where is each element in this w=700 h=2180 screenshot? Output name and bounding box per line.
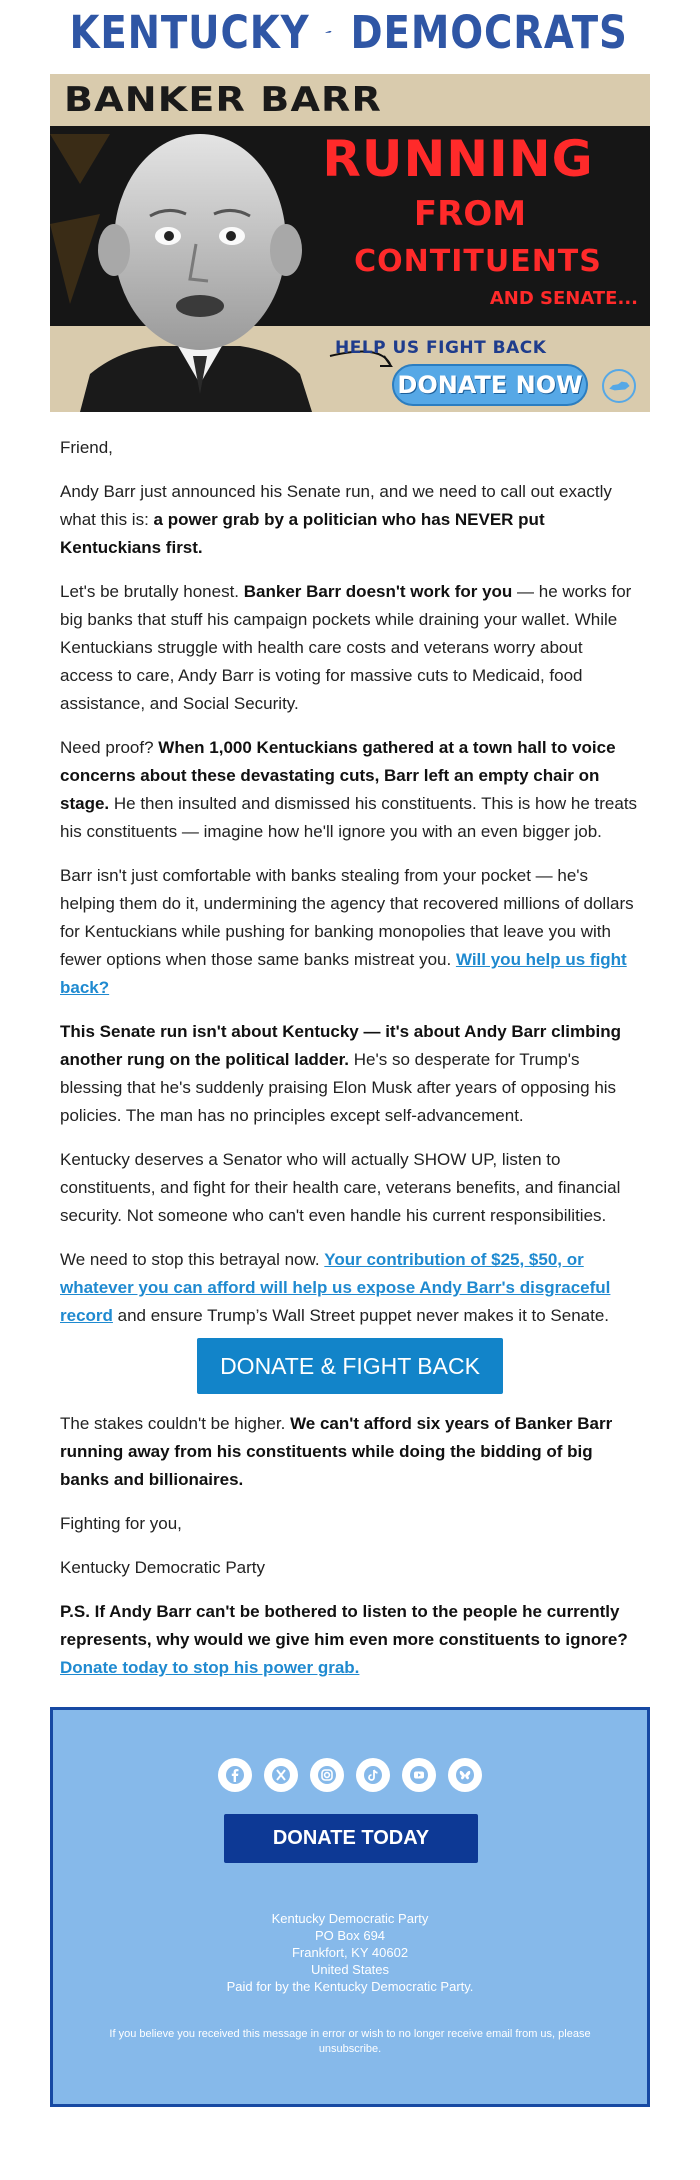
tiktok-icon[interactable]	[356, 1758, 390, 1792]
bluesky-icon[interactable]	[448, 1758, 482, 1792]
email-footer	[50, 1707, 650, 2107]
paragraph-1: Andy Barr just announced his Senate run, and we need to call out exactly what this is: a power grab by a politician who has NEVER put Kentuckians first.	[60, 482, 612, 557]
donate-fight-back-button[interactable]: DONATE & FIGHT BACK	[197, 1338, 503, 1394]
contribution-link[interactable]: Your contribution of $25, $50, or whatever you can afford will help us expose Andy Barr's disgraceful record	[60, 1250, 611, 1325]
paragraph-4: Barr isn't just comfortable with banks stealing from your pocket — he's helping them do it, undermining the agency that recovered millions of dollars for Kentuckians while pushing for banking monopolies that leave you with fewer options when those same banks mistreat you. Will you help us fight back?	[60, 866, 634, 997]
paragraph-7: We need to stop this betrayal now. Your contribution of $25, $50, or whatever you can afford will help us expose Andy Barr's disgraceful record and ensure Trump’s Wall Street puppet never makes it to Senate.	[60, 1250, 611, 1325]
facebook-icon[interactable]	[218, 1758, 252, 1792]
paragraph-5: This Senate run isn't about Kentucky — it's about Andy Barr climbing another rung on the political ladder. He's so desperate for Trump's blessing that he's suddenly praising Elon Musk after years of opposing his policies. The man has no principles except self-advancement.	[60, 1022, 621, 1125]
greeting: Friend,	[60, 438, 113, 457]
donate-today-link[interactable]: Donate today to stop his power grab.	[60, 1658, 360, 1677]
paragraph-3: Need proof? When 1,000 Kentuckians gathered at a town hall to voice concerns about these devastating cuts, Barr left an empty chair on stage. He then insulted and dismissed his constituents. This is how he treats his constituents — imagine how he'll ignore you with an even bigger job.	[60, 738, 638, 841]
email-container	[50, 0, 650, 2107]
help-fight-back-link[interactable]: Will you help us fight back?	[60, 950, 627, 997]
email-body	[50, 434, 650, 1682]
footer-address: Kentucky Democratic Party PO Box 694 Frankfort, KY 40602 United States Paid for by the Kentucky Democratic Party.	[226, 1911, 474, 1994]
instagram-icon[interactable]	[310, 1758, 344, 1792]
postscript: P.S. If Andy Barr can't be bothered to listen to the people he currently represents, why would we give him even more constituents to ignore? Donate today to stop his power grab.	[60, 1602, 628, 1677]
hero-headline-from: FROM	[413, 194, 527, 234]
x-icon[interactable]	[264, 1758, 298, 1792]
hero-headline-constituents: CONTITUENTS	[354, 244, 602, 279]
kentucky-badge-icon	[602, 369, 636, 403]
youtube-icon[interactable]	[402, 1758, 436, 1792]
hero-artwork	[50, 74, 650, 412]
paragraph-8: The stakes couldn't be higher. We can't afford six years of Banker Barr running away from his constituents while doing the bidding of big banks and billionaires.	[60, 1414, 613, 1489]
hero-banner[interactable]	[50, 74, 650, 412]
paragraph-2: Let's be brutally honest. Banker Barr doesn't work for you — he works for big banks that stuff his campaign pockets while draining your wallet. While Kentuckians struggle with health care costs and veterans worry about access to care, Andy Barr is voting for massive cuts to Medicaid, food assistance, and Social Security.	[60, 582, 632, 713]
paragraph-6: Kentucky deserves a Senator who will actually SHOW UP, listen to constituents, and fight for their health care, veterans benefits, and financial security. Not someone who can't even handle his current responsibilities.	[60, 1150, 621, 1225]
hero-donate-button[interactable]: DONATE NOW	[392, 364, 588, 406]
hero-headline-running: RUNNING	[322, 130, 594, 188]
kentucky-state-icon	[325, 14, 332, 50]
unsubscribe-notice[interactable]: If you believe you received this message in error or wish to no longer receive email from us, please unsubscribe.	[109, 2028, 591, 2055]
logo-word-democrats: DEMOCRATS	[350, 5, 628, 59]
social-links	[53, 1758, 647, 1792]
hero-help-text: HELP US FIGHT BACK	[335, 338, 547, 358]
hero-headline-senate: AND SENATE...	[489, 288, 638, 309]
footer-donate-button[interactable]: DONATE TODAY	[224, 1814, 478, 1863]
logo-word-kentucky: KENTUCKY	[69, 5, 310, 59]
signature: Kentucky Democratic Party	[60, 1558, 266, 1577]
hero-title: BANKER BARR	[64, 80, 382, 120]
cta-row	[60, 1338, 640, 1394]
masthead-logo[interactable]	[50, 0, 650, 62]
closing: Fighting for you,	[60, 1514, 182, 1533]
